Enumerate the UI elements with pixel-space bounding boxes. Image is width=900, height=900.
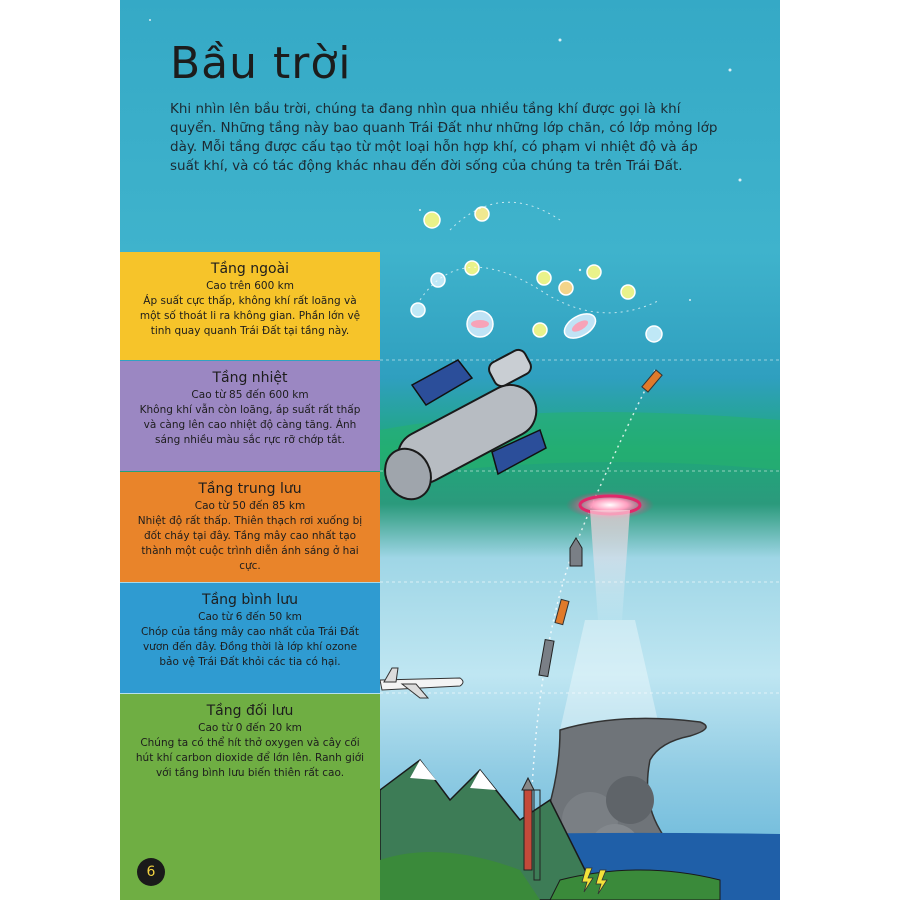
layer-name: Tầng trung lưu: [198, 481, 302, 497]
layer-altitude: Cao từ 50 đến 85 km: [194, 500, 306, 512]
layer-name: Tầng nhiệt: [212, 370, 288, 386]
layer-altitude: Cao trên 600 km: [206, 280, 294, 292]
layer-description: Chúng ta có thể hít thở oxygen và cây cối hút khí carbon dioxide để lớn lên. Ranh giới với tầng bình lưu biến thiên rất cao.: [135, 737, 365, 779]
layer-name: Tầng bình lưu: [202, 592, 298, 608]
layer-card-mesosphere: [120, 472, 380, 582]
layer-altitude: Cao từ 0 đến 20 km: [198, 722, 302, 734]
layer-altitude: Cao từ 85 đến 600 km: [191, 389, 309, 401]
layer-card-stratosphere: [120, 583, 380, 693]
layer-name: Tầng đối lưu: [206, 703, 294, 719]
book-page: [120, 0, 780, 900]
layer-card-thermosphere: [120, 361, 380, 471]
page-title: Bầu trời: [170, 38, 352, 89]
layer-card-exosphere: [120, 252, 380, 360]
layer-altitude: Cao từ 6 đến 50 km: [198, 611, 302, 623]
layer-description: Chóp của tầng mây cao nhất của Trái Đất vươn đến đây. Đồng thời là lớp khí ozone bảo vệ Trái Đất khỏi các tia có hại.: [141, 626, 359, 668]
page-number: 6: [137, 858, 165, 886]
layer-name: Tầng ngoài: [210, 261, 290, 277]
layer-description: Không khí vẫn còn loãng, áp suất rất thấp và càng lên cao nhiệt độ càng tăng. Ánh sáng nhiều màu sắc rực rỡ chớp tắt.: [139, 404, 361, 446]
layer-description: Nhiệt độ rất thấp. Thiên thạch rơi xuống bị đốt cháy tại đây. Tầng mây cao nhất tạo thành một cuộc trình diễn ánh sáng ở hai cực.: [137, 515, 363, 572]
intro-paragraph: Khi nhìn lên bầu trời, chúng ta đang nhìn qua nhiều tầng khí được gọi là khí quyển. Những tầng này bao quanh Trái Đất như những lớp chăn, có lớp mỏng lớp dày. Mỗi tầng được cấu tạo từ một loại hỗn hợp khí, có phạm vi nhiệt độ và áp suất khí, và có tác động khác nhau đến đời sống của chúng ta trên Trái Đất.: [170, 101, 718, 174]
layer-description: Áp suất cực thấp, không khí rất loãng và một số thoát li ra không gian. Phần lớn vệ tinh quay quanh Trái Đất tại tầng này.: [139, 295, 361, 337]
